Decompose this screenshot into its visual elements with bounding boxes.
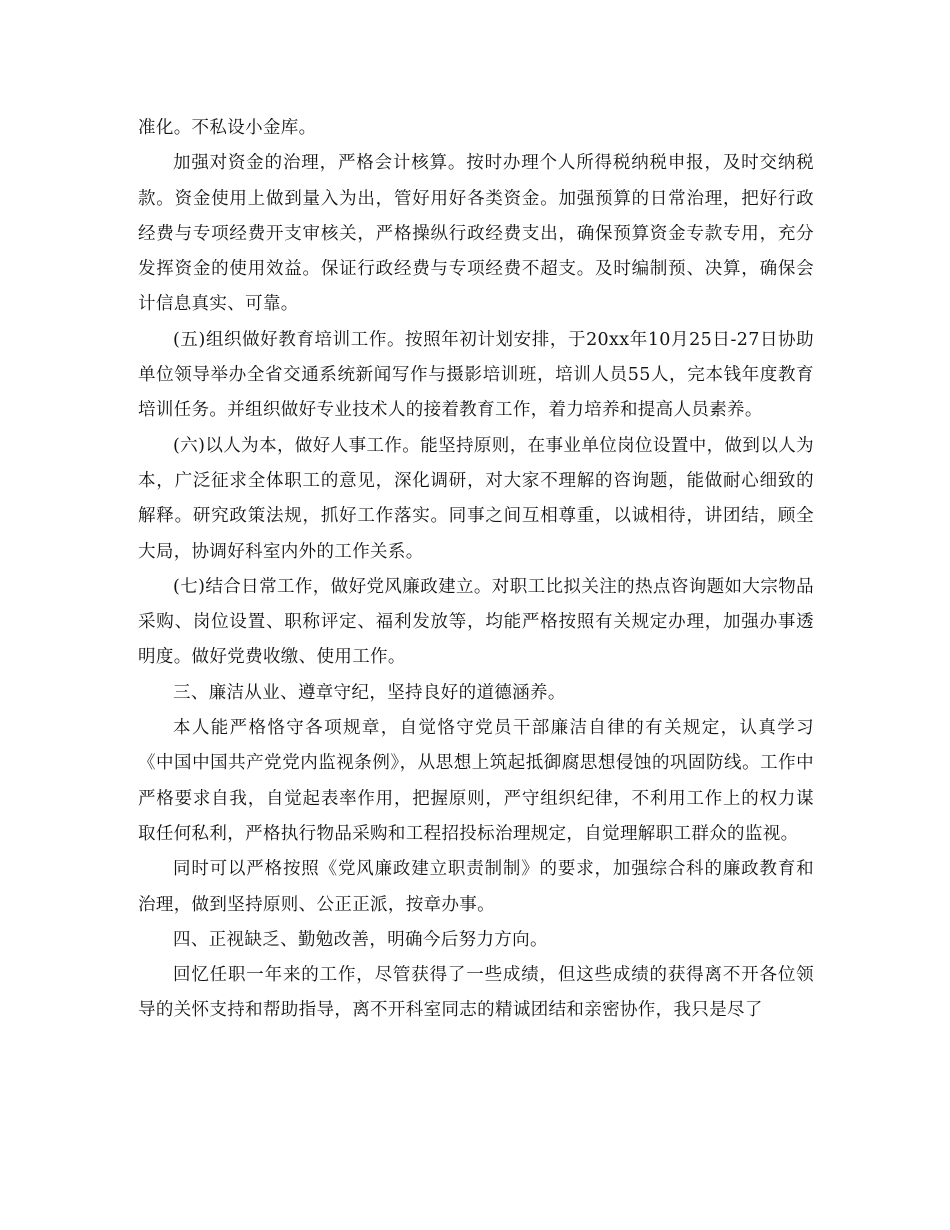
paragraph-3: (五)组织做好教育培训工作。按照年初计划安排，于20xx年10月25日-27日协助单位领导举办全省交通系统新闻写作与摄影培训班，培训人员55人，完本钱年度教育培训任务。并组织做好专业技术人的接着教育工作，着力培养和提高人员素养。: [138, 329, 814, 421]
paragraph-5: (七)结合日常工作，做好党风廉政建立。对职工比拟关注的热点咨询题如大宗物品采购、岗位设置、职称评定、福利发放等，均能严格按照有关规定办理，加强办事透明度。做好党费收缴、使用工作。: [138, 576, 814, 668]
paragraph-10: 回忆任职一年来的工作，尽管获得了一些成绩，但这些成绩的获得离不开各位领导的关怀支持和帮助指导，离不开科室同志的精诚团结和亲密协作，我只是尽了: [138, 965, 814, 1021]
paragraph-7: 本人能严格恪守各项规章，自觉恪守党员干部廉洁自律的有关规定，认真学习《中国中国共产党党内监视条例》，从思想上筑起抵御腐思想侵蚀的巩固防线。工作中严格要求自我，自觉起表率作用，把握原则，严守组织纪律，不利用工作上的权力谋取任何私利，严格执行物品采购和工程招投标治理规定，自觉理解职工群众的监视。: [138, 718, 814, 844]
paragraph-8: 同时可以严格按照《党风廉政建立职责制制》的要求，加强综合科的廉政教育和治理，做到坚持原则、公正正派，按章办事。: [138, 859, 814, 915]
document-body: [138, 111, 814, 1029]
paragraph-2: 加强对资金的治理，严格会计核算。按时办理个人所得税纳税申报，及时交纳税款。资金使用上做到量入为出，管好用好各类资金。加强预算的日常治理，把好行政经费与专项经费开支审核关，严格操纵行政经费支出，确保预算资金专款专用，充分发挥资金的使用效益。保证行政经费与专项经费不超支。及时编制预、决算，确保会计信息真实、可靠。: [138, 153, 814, 315]
paragraph-4: (六)以人为本，做好人事工作。能坚持原则，在事业单位岗位设置中，做到以人为本，广泛征求全体职工的意见，深化调研，对大家不理解的咨询题，能做耐心细致的解释。研究政策法规，抓好工作落实。同事之间互相尊重，以诚相待，讲团结，顾全大局，协调好科室内外的工作关系。: [138, 435, 814, 562]
section-heading-3: 三、廉洁从业、遵章守纪，坚持良好的道德涵养。: [173, 682, 566, 703]
section-heading-4: 四、正视缺乏、勤勉改善，明确今后努力方向。: [173, 929, 548, 950]
paragraph-1: 准化。不私设小金库。: [138, 118, 317, 138]
